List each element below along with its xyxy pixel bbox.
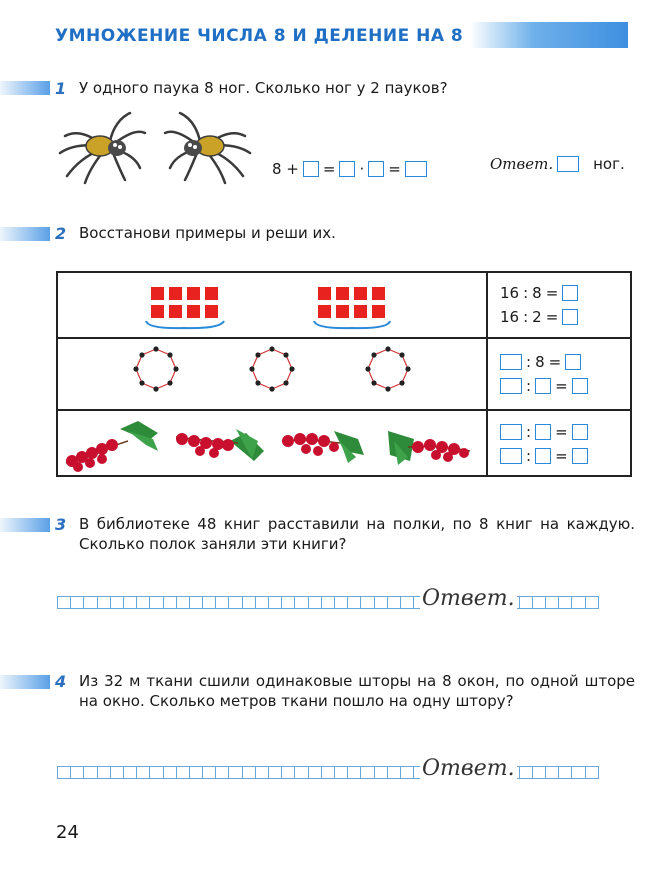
page-title: УМНОЖЕНИЕ ЧИСЛА 8 И ДЕЛЕНИЕ НА 8: [55, 26, 464, 46]
task-4-text: Из 32 м ткани сшили одинаковые шторы на 8 окон, по одной шторе на окно. Сколько метров ткани пошло на одну штору?: [79, 672, 635, 710]
currant-branch-icon: [388, 431, 470, 465]
grid-cell[interactable]: [387, 766, 401, 779]
eq-term: 8: [532, 284, 542, 302]
grid-cell[interactable]: [294, 766, 308, 779]
task-3-number: 3: [55, 515, 67, 534]
answer-label: Ответ.: [490, 155, 554, 173]
grid-cell[interactable]: [400, 596, 414, 609]
answer-box[interactable]: [572, 378, 588, 394]
eq-term: 16: [500, 308, 520, 326]
grid-cell[interactable]: [97, 596, 111, 609]
task-3-answer-grid[interactable]: [58, 596, 599, 609]
grid-cell[interactable]: [545, 596, 559, 609]
answer-box[interactable]: [572, 424, 588, 440]
answer-box[interactable]: [572, 448, 588, 464]
grid-cell[interactable]: [558, 766, 572, 779]
task-2-table: [56, 271, 632, 477]
grid-cell[interactable]: [585, 766, 599, 779]
grid-cell[interactable]: [189, 596, 203, 609]
eq-op: :: [526, 447, 532, 465]
grid-cell[interactable]: [83, 766, 97, 779]
grid-cell[interactable]: [532, 596, 546, 609]
eq-sign: =: [555, 377, 568, 395]
answer-box[interactable]: [368, 161, 384, 177]
grid-cell[interactable]: [149, 596, 163, 609]
grid-cell[interactable]: [321, 596, 335, 609]
eq-sign: =: [388, 160, 401, 178]
answer-box[interactable]: [535, 448, 551, 464]
grid-cell[interactable]: [268, 766, 282, 779]
task-4-answer-label: Ответ.: [422, 756, 515, 781]
task-4-answer-grid[interactable]: [58, 766, 599, 779]
answer-box[interactable]: [500, 354, 522, 370]
grid-cell[interactable]: [387, 596, 401, 609]
answer-box[interactable]: [557, 156, 579, 172]
equation-line: [500, 423, 632, 441]
grid-cell[interactable]: [308, 766, 322, 779]
task-3-answer-label: Ответ.: [422, 586, 515, 611]
eq-op: :: [526, 377, 532, 395]
row-1-equations: [488, 273, 632, 337]
answer-box[interactable]: [405, 161, 427, 177]
grid-cell[interactable]: [57, 596, 71, 609]
grid-cell[interactable]: [308, 596, 322, 609]
answer-box[interactable]: [339, 161, 355, 177]
equation-line: [500, 308, 632, 326]
task-1-marker: [0, 81, 50, 95]
eq-sign: =: [545, 284, 559, 302]
task-4-number: 4: [55, 672, 67, 691]
eq-op: :: [523, 284, 529, 302]
grid-cell[interactable]: [228, 766, 242, 779]
grid-cell[interactable]: [255, 766, 269, 779]
grid-cell[interactable]: [149, 766, 163, 779]
header-decoration-bar: [470, 22, 628, 48]
grid-cell[interactable]: [334, 596, 348, 609]
spiders-illustration: [55, 108, 255, 186]
answer-box[interactable]: [535, 424, 551, 440]
grid-cell[interactable]: [215, 766, 229, 779]
task-1-answer: [490, 155, 625, 173]
grid-cell[interactable]: [228, 596, 242, 609]
grid-cell[interactable]: [202, 766, 216, 779]
answer-box[interactable]: [562, 309, 578, 325]
eq-op: :: [526, 353, 532, 371]
grid-cell[interactable]: [571, 596, 585, 609]
grid-cell[interactable]: [334, 766, 348, 779]
task-4-marker: [0, 675, 50, 689]
grid-cell[interactable]: [519, 766, 533, 779]
answer-box[interactable]: [565, 354, 581, 370]
answer-box[interactable]: [500, 424, 522, 440]
row-2-equations: [488, 339, 632, 409]
task-2-marker: [0, 227, 50, 241]
eq-op: :: [526, 423, 532, 441]
grid-cell[interactable]: [57, 766, 71, 779]
currant-branch-icon: [282, 431, 364, 463]
eq-sign: =: [555, 447, 568, 465]
eq-op: :: [523, 308, 529, 326]
grid-cell[interactable]: [585, 596, 599, 609]
currants-illustration: [58, 411, 486, 477]
answer-unit: ног.: [593, 155, 625, 173]
grid-cell[interactable]: [347, 766, 361, 779]
grid-cell[interactable]: [281, 766, 295, 779]
grid-cell[interactable]: [400, 766, 414, 779]
grid-cell[interactable]: [347, 596, 361, 609]
red-squares-illustration: [58, 273, 486, 337]
grid-cell[interactable]: [242, 596, 256, 609]
grid-cell[interactable]: [321, 766, 335, 779]
page-number: 24: [56, 822, 79, 843]
grid-cell[interactable]: [123, 766, 137, 779]
eq-dot: ·: [359, 160, 365, 178]
grid-cell[interactable]: [374, 596, 388, 609]
grid-cell[interactable]: [83, 596, 97, 609]
grid-cell[interactable]: [374, 766, 388, 779]
grid-cell[interactable]: [176, 596, 190, 609]
grid-cell[interactable]: [110, 766, 124, 779]
equation-line: [500, 353, 632, 371]
grid-cell[interactable]: [268, 596, 282, 609]
answer-box[interactable]: [500, 448, 522, 464]
grid-cell[interactable]: [255, 596, 269, 609]
grid-cell[interactable]: [97, 766, 111, 779]
grid-cell[interactable]: [70, 766, 84, 779]
row-3-equations: [488, 411, 632, 477]
equation-line: [500, 284, 632, 302]
currant-branch-icon: [66, 421, 158, 472]
grid-cell[interactable]: [519, 596, 533, 609]
grid-cell[interactable]: [163, 596, 177, 609]
equation-line: [500, 377, 632, 395]
grid-cell[interactable]: [123, 596, 137, 609]
eq-term: 16: [500, 284, 520, 302]
answer-box[interactable]: [303, 161, 319, 177]
task-1-equation: [272, 160, 427, 178]
octagons-illustration: [58, 339, 486, 409]
eq-term: 2: [532, 308, 542, 326]
grid-cell[interactable]: [136, 596, 150, 609]
currant-branch-icon: [176, 429, 264, 461]
eq-sign: =: [555, 423, 568, 441]
task-3-marker: [0, 518, 50, 532]
grid-cell[interactable]: [281, 596, 295, 609]
grid-cell[interactable]: [571, 766, 585, 779]
answer-box[interactable]: [500, 378, 522, 394]
task-1-number: 1: [55, 79, 67, 98]
task-1-text: У одного паука 8 ног. Сколько ног у 2 пауков?: [79, 79, 448, 97]
eq-sign: =: [548, 353, 562, 371]
task-3-text: В библиотеке 48 книг расставили на полки, по 8 книг на каждую. Сколько полок заняли эти книги?: [79, 515, 635, 553]
task-2-number: 2: [55, 224, 67, 243]
grid-cell[interactable]: [215, 596, 229, 609]
grid-cell[interactable]: [294, 596, 308, 609]
answer-box[interactable]: [562, 285, 578, 301]
grid-cell[interactable]: [532, 766, 546, 779]
grid-cell[interactable]: [360, 596, 374, 609]
grid-cell[interactable]: [70, 596, 84, 609]
eq-sign: =: [322, 160, 336, 178]
grid-cell[interactable]: [189, 766, 203, 779]
eq-term: 8: [535, 353, 545, 371]
grid-cell[interactable]: [360, 766, 374, 779]
equation-line: [500, 447, 632, 465]
answer-box[interactable]: [535, 378, 551, 394]
grid-cell[interactable]: [176, 766, 190, 779]
grid-cell[interactable]: [163, 766, 177, 779]
grid-cell[interactable]: [242, 766, 256, 779]
eq-start: 8 +: [272, 160, 299, 178]
eq-sign: =: [545, 308, 559, 326]
task-2-text: Восстанови примеры и реши их.: [79, 224, 336, 242]
grid-cell[interactable]: [110, 596, 124, 609]
grid-cell[interactable]: [545, 766, 559, 779]
grid-cell[interactable]: [202, 596, 216, 609]
grid-cell[interactable]: [136, 766, 150, 779]
grid-cell[interactable]: [558, 596, 572, 609]
